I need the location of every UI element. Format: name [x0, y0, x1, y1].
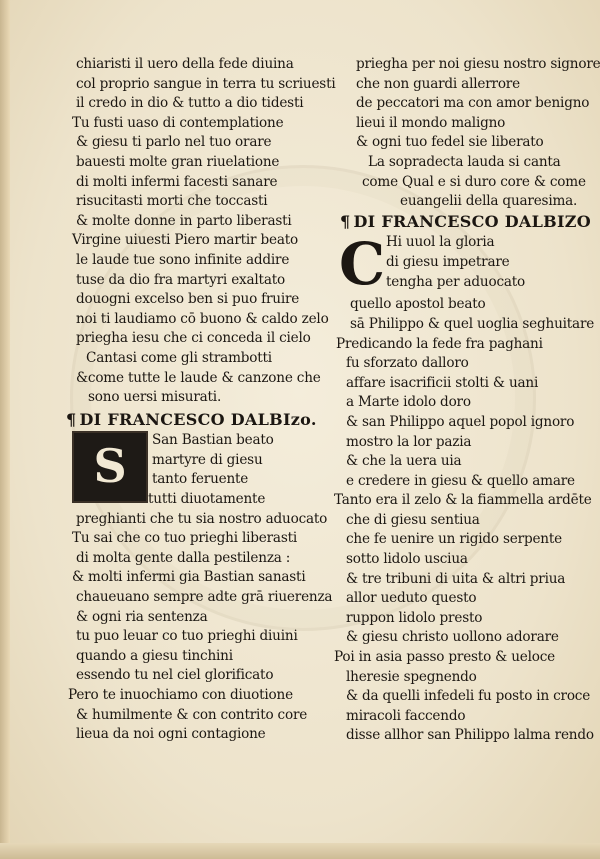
- text-line: col proprio sangue in terra tu scriuesti: [76, 75, 336, 92]
- text-line: & da quelli infedeli fu posto in croce: [346, 688, 591, 705]
- text-line: Hi uuol la gloria: [386, 234, 495, 251]
- text-line: & giesu ti parlo nel tuo orare: [76, 134, 272, 151]
- text-line: affare isacrificii stolti & uani: [346, 374, 539, 391]
- text-line: & che la uera uia: [346, 453, 462, 470]
- text-line: essendo tu nel ciel glorificato: [76, 667, 274, 684]
- pilcrow-icon: ¶: [66, 409, 77, 429]
- text-line: le laude tue sono infinite addire: [76, 251, 290, 268]
- text-line: & humilmente & con contrito core: [76, 706, 308, 723]
- text-line: e credere in giesu & quello amare: [346, 472, 575, 489]
- text-line: noi ti laudiamo cō buono & caldo zelo: [76, 310, 329, 327]
- text-line: euangelii della quaresima.: [400, 193, 578, 210]
- text-line: chiaristi il uero della fede diuina: [76, 56, 294, 72]
- heading-text: DI FRANCESCO DALBIZO: [353, 211, 591, 231]
- text-line: quello apostol beato: [350, 296, 486, 313]
- text-line: fu sforzato dalloro: [346, 355, 469, 372]
- page-bottom-edge: [0, 843, 600, 859]
- text-line: tu puo leuar co tuo prieghi diuini: [76, 628, 298, 645]
- text-line: di molta gente dalla pestilenza :: [76, 549, 291, 566]
- text-line: & molte donne in parto liberasti: [76, 212, 292, 229]
- text-line: sotto lidolo usciua: [346, 551, 468, 568]
- text-line: preghianti che tu sia nostro aduocato: [76, 510, 328, 527]
- text-line: Tu sai che co tuo prieghi liberasti: [72, 530, 298, 547]
- text-line: Virgine uiuesti Piero martir beato: [72, 232, 298, 249]
- text-line: San Bastian beato: [152, 432, 274, 449]
- text-line: mostro la lor pazia: [346, 433, 472, 450]
- text-line: & ogni ria sentenza: [76, 608, 208, 625]
- left-lines-b: [68, 510, 346, 745]
- text-line: di molti infermi facesti sanare: [76, 173, 278, 190]
- text-line: a Marte idolo doro: [346, 394, 471, 411]
- text-line: & tre tribuni di uita & altri priua: [346, 570, 566, 587]
- text-line: douogni excelso ben si puo fruire: [76, 291, 300, 308]
- text-line: Tanto era il zelo & la fiammella ardēte: [334, 492, 592, 509]
- decorated-initial: C: [339, 229, 385, 298]
- drop-cap-lines: [386, 233, 525, 292]
- text-line: & giesu christo uollono adorare: [346, 629, 559, 646]
- text-line: tuse da dio fra martyri exaltato: [76, 271, 285, 288]
- pilcrow-icon: ¶: [340, 211, 351, 231]
- left-column: [66, 55, 346, 745]
- text-line: che di giesu sentiua: [346, 511, 480, 528]
- text-line: La sopradecta lauda si canta: [368, 153, 561, 170]
- text-line: & ogni tuo fedel sie liberato: [356, 134, 544, 151]
- text-line: Tu fusti uaso di contemplatione: [72, 114, 284, 131]
- text-line: Poi in asia passo presto & ueloce: [334, 649, 555, 666]
- text-line: de peccatori ma con amor benigno: [356, 95, 590, 112]
- text-line: Cantasi come gli strambotti: [86, 349, 272, 366]
- right-lines-b: [334, 295, 600, 746]
- text-line: priegha per noi giesu nostro signore: [356, 56, 600, 72]
- text-line: sā Philippo & quel uoglia seghuitare: [350, 315, 595, 332]
- text-line: tutti diuotamente: [148, 491, 266, 508]
- left-lines-a: [72, 55, 346, 408]
- page-left-edge: [0, 0, 10, 859]
- text-line: bauesti molte gran riuelatione: [76, 153, 280, 170]
- section-heading: [340, 212, 600, 232]
- text-line: & molti infermi gia Bastian sanasti: [72, 569, 306, 586]
- drop-cap-block: [72, 431, 346, 509]
- text-line: come Qual e si duro core & come: [362, 173, 586, 190]
- text-line: Predicando la fede fra paghani: [336, 335, 543, 352]
- text-line: allor ueduto questo: [346, 590, 477, 607]
- text-line: risucitasti morti che toccasti: [76, 193, 268, 210]
- text-line: tengha per aduocato: [386, 273, 526, 290]
- text-line: lieua da noi ogni contagione: [76, 726, 266, 743]
- drop-cap-block: [339, 229, 600, 298]
- text-line: ruppon lidolo presto: [346, 609, 483, 626]
- text-line: priegha iesu che ci conceda il cielo: [76, 330, 311, 347]
- text-line: che non guardi allerrore: [356, 75, 520, 92]
- text-line: che fe uenire un rigido serpente: [346, 531, 562, 548]
- text-line: lheresie spegnendo: [346, 668, 477, 685]
- text-line: disse allhor san Philippo lalma rendo: [346, 727, 594, 744]
- text-line: Pero te inuochiamo con diuotione: [68, 687, 293, 703]
- text-line: & san Philippo aquel popol ignoro: [346, 413, 575, 430]
- text-line: martyre di giesu: [152, 451, 263, 468]
- text-line: miracoli faccendo: [346, 707, 466, 724]
- text-line: quando a giesu tinchini: [76, 647, 233, 664]
- drop-cap-lines: [148, 431, 274, 509]
- text-line: sono uersi misurati.: [88, 389, 222, 406]
- section-heading: [66, 410, 346, 430]
- text-line: chaueuano sempre adte grā riuerenza: [76, 589, 333, 606]
- text-line: tanto feruente: [152, 471, 249, 488]
- text-line: il credo in dio & tutto a dio tidesti: [76, 95, 304, 112]
- decorated-initial: S: [72, 431, 148, 503]
- right-lines-a: [340, 55, 600, 212]
- right-column: [334, 55, 600, 746]
- heading-text: DI FRANCESCO DALBIzo.: [79, 409, 317, 429]
- text-line: di giesu impetrare: [386, 253, 510, 270]
- text-line: &come tutte le laude & canzone che: [76, 369, 321, 386]
- text-line: lieui il mondo maligno: [356, 114, 506, 131]
